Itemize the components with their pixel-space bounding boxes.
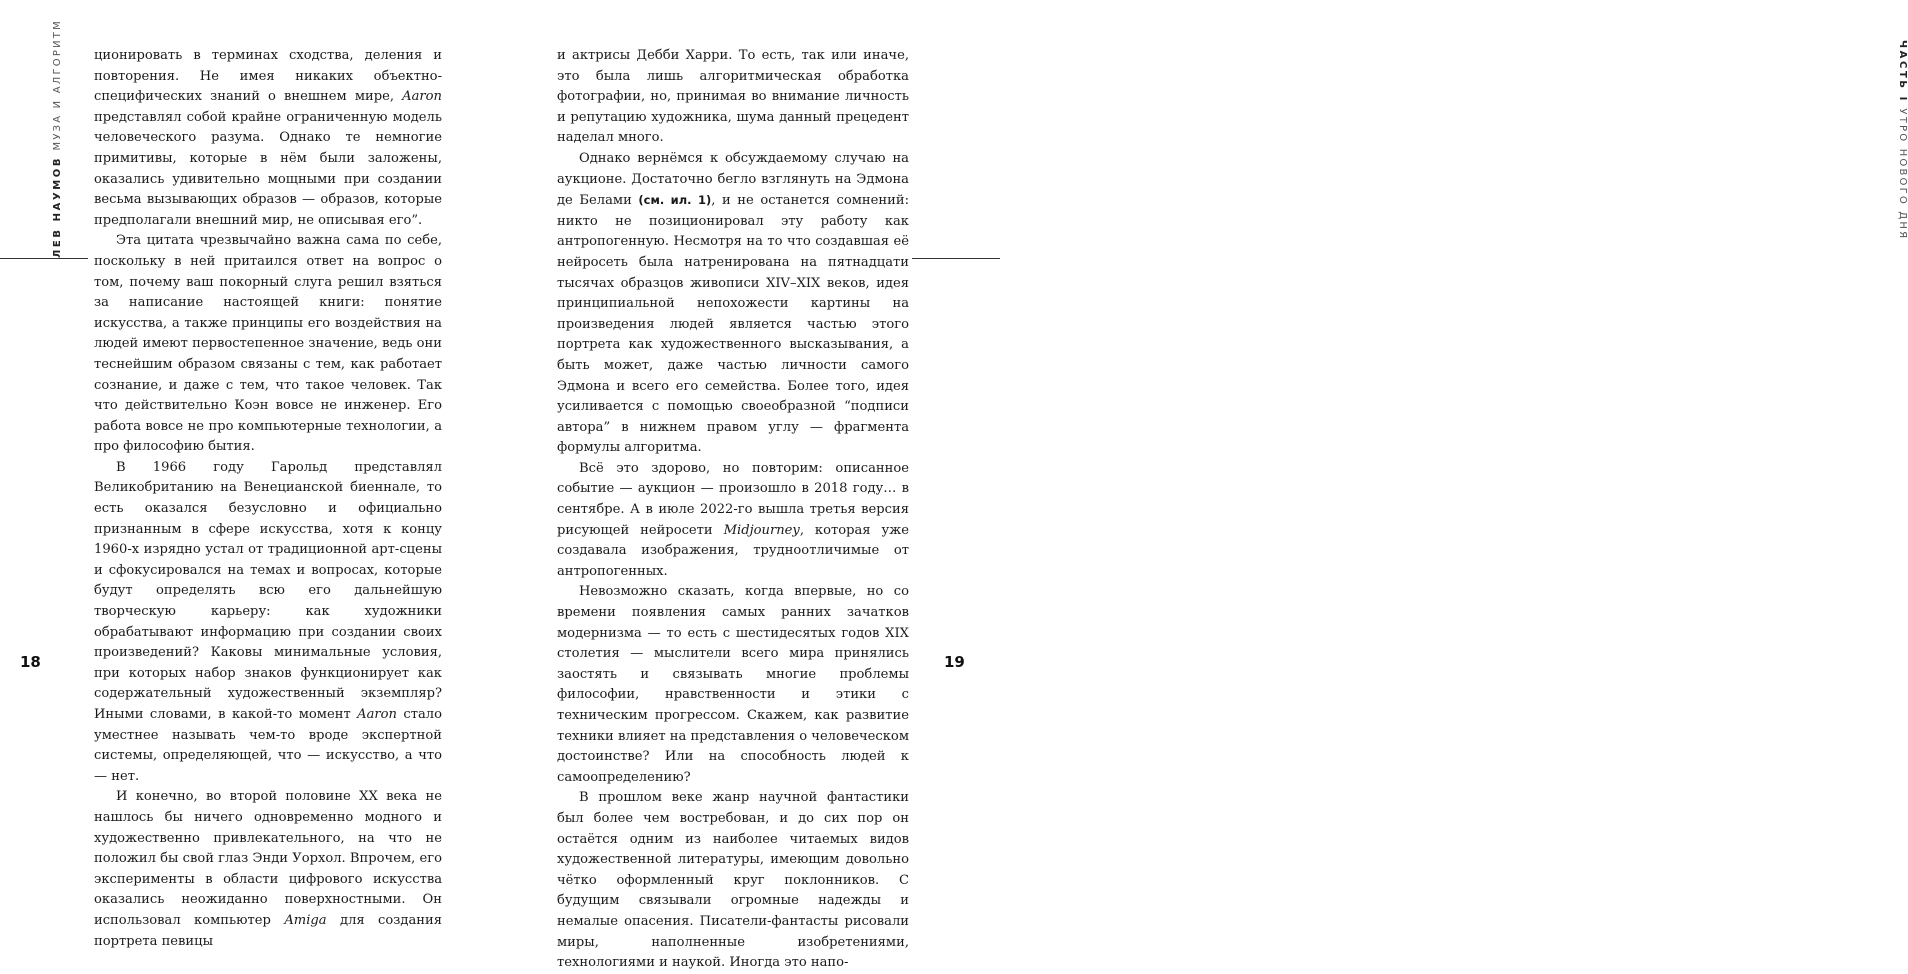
paragraph	[94, 46, 442, 231]
page-number-left: 18	[20, 653, 41, 671]
illustration-reference: (см. ил. 1)	[638, 193, 712, 208]
running-head-part: ЧАСТЬ I	[1897, 40, 1908, 104]
running-head-right	[1897, 40, 1908, 240]
right-text-column	[557, 46, 909, 974]
paragraph-text: представлял собой крайне ограниченную модель человеческого разума. Однако те немногие примитивы, которые в нём были заложены, оказались удивительно мощными при создании весьма вызывающих образов — образов, которые предполагали внешний мир, не описывая его”.	[94, 109, 442, 228]
paragraph: В прошлом веке жанр научной фантастики был более чем востребован, и до сих пор он остаётся одним из наиболее читаемых видов художественной литературы, имеющим довольно чётко оформленный круг поклонников. С будущим связывали огромные надежды и немалые опасения. Писатели-фантасты рисовали миры, наполненные изобретениями, технологиями и наукой. Иногда это напо-	[557, 790, 909, 971]
paragraph-text: , и не останется сомнений: никто не позиционировал эту работу как антропогенную. Несмотря на то что создавшая её нейросеть была натренирована на пятнадцати тысячах образцов живописи XIV–XIX веков, идея принципиальной непохожести картины на произведения людей является частью этого портрета как художественного высказывания, а быть может, даже частью личности самого Эдмона и всего его семейства. Более того, идея усиливается с помощью своеобразной “подписи автора” в нижнем правом углу — фрагмента формулы алгоритма.	[557, 193, 909, 456]
running-head-book-title: МУЗА И АЛГОРИТМ	[52, 19, 63, 151]
paragraph-text: ционировать в терминах сходства, деления и повторения. Не имея никаких объектно-специфических знаний о внешнем мире,	[94, 48, 442, 105]
paragraph	[557, 459, 909, 583]
page-number-right: 19	[944, 653, 965, 671]
paragraph	[557, 149, 909, 459]
paragraph-text: стало уместнее называть чем-то вроде экспертной системы, определяющей, что — искусство, а что — нет.	[94, 707, 442, 784]
running-head-part-title: УТРО НОВОГО ДНЯ	[1897, 108, 1908, 241]
right-margin	[960, 0, 1908, 759]
running-head-author: ЛЕВ НАУМОВ	[52, 155, 63, 258]
paragraph-text: Однако вернёмся к обсуждаемому случаю на аукционе. Достаточно бегло взглянуть на Эдмона де Белами	[557, 150, 909, 209]
left-text-column	[94, 46, 442, 952]
left-page	[0, 0, 500, 949]
right-margin-rule	[912, 258, 1000, 259]
paragraph: и актрисы Дебби Харри. То есть, так или иначе, это была лишь алгоритмическая обработка фотографии, но, принимая во внимание личность и репутацию художника, шума данный прецедент наделал много.	[557, 48, 909, 146]
paragraph	[94, 458, 442, 788]
running-head-left	[52, 19, 63, 258]
left-margin-rule	[0, 258, 88, 259]
left-margin	[0, 0, 63, 759]
paragraph-text: , которая уже создавала изображения, трудноотличимые от антропогенных.	[557, 522, 909, 579]
paragraph-text: В 1966 году Гарольд представлял Великобританию на Венецианской биеннале, то есть оказался безусловно и официально признанным в сфере искусства, хотя к концу 1960-х изрядно устал от традиционной арт-сцены и сфокусировался на темах и вопросах, которые будут определять всю его дальнейшую творческую карьеру: как художники обрабатывают информацию при создании своих произведений? Каковы минимальные условия, при которых набор знаков функционирует как содержательный художественный экземпляр? Иными словами, в какой-то момент	[94, 459, 442, 722]
paragraph	[94, 787, 442, 952]
italic-term: Aaron	[402, 89, 442, 105]
paragraph: Эта цитата чрезвычайно важна сама по себе, поскольку в ней притаился ответ на вопрос о том, почему ваш покорный слуга решил взяться за написание настоящей книги: понятие искусства, а также принципы его воздействия на людей имеют первостепенное значение, ведь они теснейшим образом связаны с тем, как работает сознание, и даже с тем, что такое человек. Так что действительно Коэн вовсе не инженер. Его работа вовсе не про компьютерные технологии, а про философию бытия.	[94, 233, 442, 455]
italic-term: Amiga	[284, 912, 327, 928]
paragraph-text: Всё это здорово, но повторим: описанное событие — аукцион — произошло в 2018 году… в сентябре. А в июле 2022-го вышла третья версия рисующей нейросети	[557, 460, 909, 538]
italic-term: Aaron	[357, 707, 397, 722]
paragraph: Невозможно сказать, когда впервые, но со времени появления самых ранних зачатков модернизма — то есть с шестидесятых годов XIX столетия — мыслители всего мира принялись заостять и связывать многие проблемы философии, нравственности и этики с техническим прогрессом. Скажем, как развитие техники влияет на представления о человеческом достоинстве? Или на способность людей к самоопределению?	[557, 584, 909, 785]
paragraph-text: И конечно, во второй половине XX века не нашлось бы ничего одновременно модного и художественно привлекательного, на что не положил бы свой глаз Энди Уорхол. Впрочем, его эксперименты в области цифрового искусства оказались неожиданно поверхностными. Он использовал компьютер	[94, 789, 442, 928]
italic-term: Midjourney	[723, 522, 800, 538]
paragraph-text: для создания портрета певицы	[94, 912, 442, 949]
